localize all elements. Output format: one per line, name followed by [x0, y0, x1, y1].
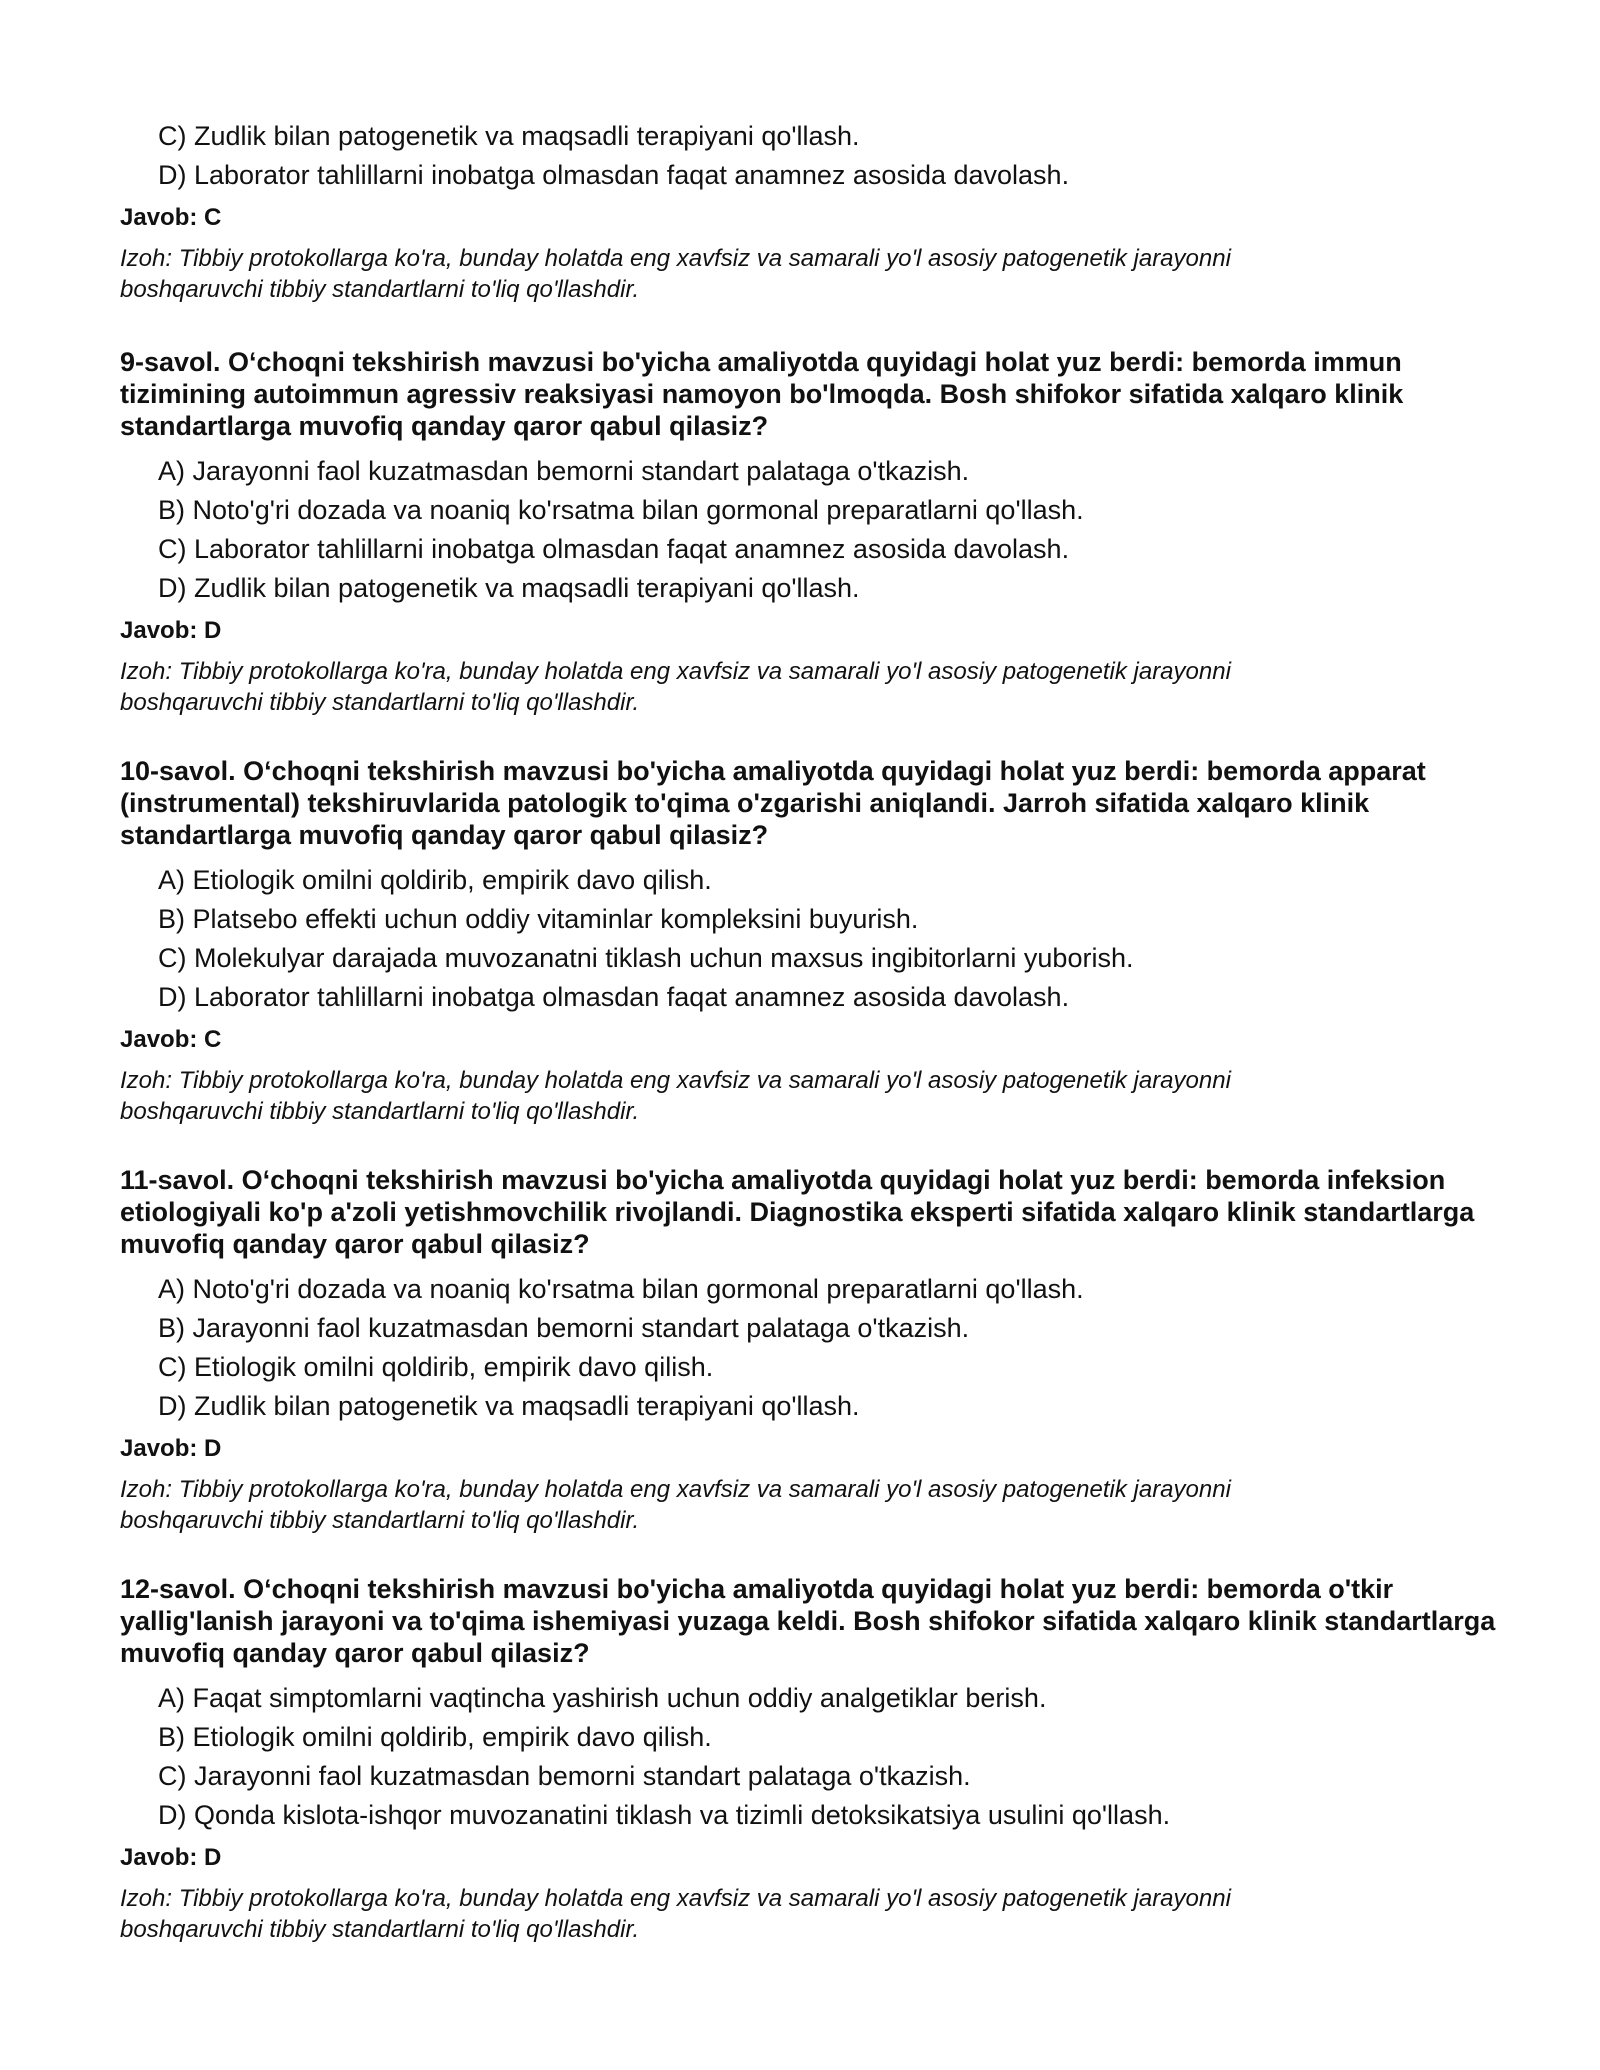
option-list [120, 861, 1500, 1017]
option-c: C) Laborator tahlillarni inobatga olmasdan faqat anamnez asosida davolash. [158, 534, 1070, 564]
answer-label: Javob: D [120, 1844, 222, 1871]
question-title: 10-savol. O‘choqni tekshirish mavzusi bo'yicha amaliyotda quyidagi holat yuz berdi: bemorda apparat (instrumental) tekshiruvlarida patologik to'qima o'zgarishi aniqlandi. Jarroh sifatida xalqaro klinik standartlarga muvofiq qanday qaror qabul qilasiz? [120, 756, 1426, 850]
explanation-note: Izoh: Tibbiy protokollarga ko'ra, bunday holatda eng xavfsiz va samarali yo'l asosiy patogenetik jarayonni boshqaruvchi tibbiy standartlarni to'liq qo'llashdir. [120, 658, 1231, 716]
option-d: D) Laborator tahlillarni inobatga olmasdan faqat anamnez asosida davolash. [158, 160, 1070, 190]
question-block-11 [120, 1164, 1500, 1536]
option-d: D) Zudlik bilan patogenetik va maqsadli terapiyani qo'llash. [158, 1391, 860, 1421]
option-c: C) Etiologik omilni qoldirib, empirik davo qilish. [158, 1352, 714, 1382]
option-list [120, 1270, 1500, 1426]
option-a: A) Jarayonni faol kuzatmasdan bemorni standart palataga o'tkazish. [158, 456, 970, 486]
option-a: A) Etiologik omilni qoldirib, empirik davo qilish. [158, 865, 712, 895]
option-a: A) Noto'g'ri dozada va noaniq ko'rsatma bilan gormonal preparatlarni qo'llash. [158, 1274, 1084, 1304]
question-block-10 [120, 755, 1500, 1127]
option-c: C) Zudlik bilan patogenetik va maqsadli terapiyani qo'llash. [158, 121, 860, 151]
question-block-9 [120, 346, 1500, 718]
answer-label: Javob: D [120, 617, 222, 644]
explanation-note: Izoh: Tibbiy protokollarga ko'ra, bunday holatda eng xavfsiz va samarali yo'l asosiy patogenetik jarayonni boshqaruvchi tibbiy standartlarni to'liq qo'llashdir. [120, 1476, 1231, 1534]
option-b: B) Etiologik omilni qoldirib, empirik davo qilish. [158, 1722, 712, 1752]
answer-label: Javob: C [120, 1026, 222, 1053]
explanation-note: Izoh: Tibbiy protokollarga ko'ra, bunday holatda eng xavfsiz va samarali yo'l asosiy patogenetik jarayonni boshqaruvchi tibbiy standartlarni to'liq qo'llashdir. [120, 1067, 1231, 1125]
option-list [120, 1679, 1500, 1835]
option-d: D) Laborator tahlillarni inobatga olmasdan faqat anamnez asosida davolash. [158, 982, 1070, 1012]
explanation-note: Izoh: Tibbiy protokollarga ko'ra, bunday holatda eng xavfsiz va samarali yo'l asosiy patogenetik jarayonni boshqaruvchi tibbiy standartlarni to'liq qo'llashdir. [120, 245, 1231, 303]
option-list [120, 117, 1500, 195]
option-b: B) Platsebo effekti uchun oddiy vitaminlar kompleksini buyurish. [158, 904, 919, 934]
option-list [120, 452, 1500, 608]
option-b: B) Noto'g'ri dozada va noaniq ko'rsatma bilan gormonal preparatlarni qo'llash. [158, 495, 1084, 525]
question-title: 11-savol. O‘choqni tekshirish mavzusi bo'yicha amaliyotda quyidagi holat yuz berdi: bemorda infeksion etiologiyali ko'p a'zoli yetishmovchilik rivojlandi. Diagnostika eksperti sifatida xalqaro klinik standartlarga muvofiq qanday qaror qabul qilasiz? [120, 1165, 1475, 1259]
question-title: 12-savol. O‘choqni tekshirish mavzusi bo'yicha amaliyotda quyidagi holat yuz berdi: bemorda o'tkir yallig'lanish jarayoni va to'qima ishemiyasi yuzaga keldi. Bosh shifokor sifatida xalqaro klinik standartlarga muvofiq qanday qaror qabul qilasiz? [120, 1574, 1496, 1668]
question-fragment [120, 117, 1500, 305]
option-c: C) Jarayonni faol kuzatmasdan bemorni standart palataga o'tkazish. [158, 1761, 971, 1791]
option-a: A) Faqat simptomlarni vaqtincha yashirish uchun oddiy analgetiklar berish. [158, 1683, 1047, 1713]
option-d: D) Zudlik bilan patogenetik va maqsadli terapiyani qo'llash. [158, 573, 860, 603]
option-d: D) Qonda kislota-ishqor muvozanatini tiklash va tizimli detoksikatsiya usulini qo'llash. [158, 1800, 1171, 1830]
answer-label: Javob: D [120, 1435, 222, 1462]
explanation-note: Izoh: Tibbiy protokollarga ko'ra, bunday holatda eng xavfsiz va samarali yo'l asosiy patogenetik jarayonni boshqaruvchi tibbiy standartlarni to'liq qo'llashdir. [120, 1885, 1231, 1943]
question-title: 9-savol. O‘choqni tekshirish mavzusi bo'yicha amaliyotda quyidagi holat yuz berdi: bemorda immun tizimining autoimmun agressiv reaksiyasi namoyon bo'lmoqda. Bosh shifokor sifatida xalqaro klinik standartlarga muvofiq qanday qaror qabul qilasiz? [120, 347, 1404, 441]
question-block-12 [120, 1573, 1500, 1945]
option-c: C) Molekulyar darajada muvozanatni tiklash uchun maxsus ingibitorlarni yuborish. [158, 943, 1134, 973]
option-b: B) Jarayonni faol kuzatmasdan bemorni standart palataga o'tkazish. [158, 1313, 970, 1343]
answer-label: Javob: C [120, 204, 222, 231]
